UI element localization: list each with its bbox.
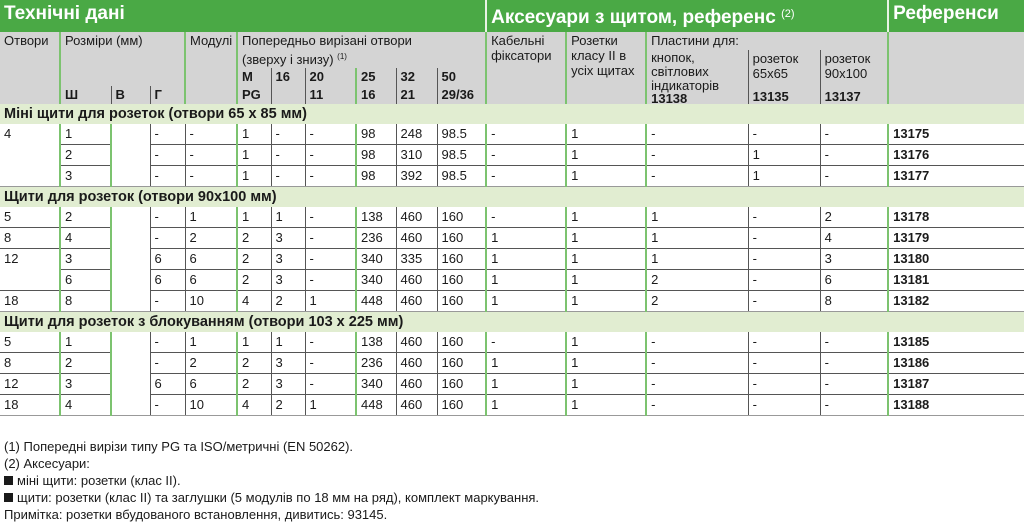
- cell-h: [111, 395, 150, 416]
- cell-w: 1: [60, 124, 111, 145]
- table-row: [0, 207, 1024, 228]
- cell-h: [111, 145, 150, 166]
- m-25: 25: [356, 68, 396, 86]
- cell-m32: 448: [356, 395, 396, 416]
- cell-m32: 98: [356, 166, 396, 187]
- table-row: [0, 291, 1024, 312]
- cell-pb: 2: [646, 270, 748, 291]
- section-title: Щити для розеток (отвори 90x100 мм): [0, 187, 1024, 208]
- m-50: 50: [437, 68, 486, 86]
- cell-p65: -: [748, 270, 820, 291]
- cell-p90: 8: [820, 291, 888, 312]
- precut-line2: (зверху і знизу) $^{(1)}$: [242, 52, 347, 67]
- section-header: [0, 312, 1024, 333]
- cell-m32: 138: [356, 207, 396, 228]
- table-row: [0, 270, 1024, 291]
- cell-m32: 98: [356, 145, 396, 166]
- cell-h: [111, 207, 150, 228]
- cell-m50a: 460: [396, 353, 437, 374]
- cell-p65: 1: [748, 145, 820, 166]
- cell-m16: 1: [237, 166, 271, 187]
- cell-m25: 1: [305, 291, 356, 312]
- table-body: [0, 104, 1024, 416]
- cell-m16: 2: [237, 353, 271, 374]
- cell-p90: -: [820, 332, 888, 353]
- cell-p90: -: [820, 374, 888, 395]
- col-sockets-class2: Розетки класу II в усіх щитах: [566, 32, 646, 104]
- cell-d: 6: [150, 270, 185, 291]
- cell-m25: -: [305, 374, 356, 395]
- cell-h: [111, 124, 150, 145]
- cell-h: [111, 374, 150, 395]
- cell-m20: 1: [271, 332, 305, 353]
- cell-d: -: [150, 332, 185, 353]
- cell-w: 1: [60, 332, 111, 353]
- cell-m32: 340: [356, 374, 396, 395]
- cell-m50b: 98.5: [437, 166, 486, 187]
- cell-m16: 1: [237, 124, 271, 145]
- cell-p90: 3: [820, 249, 888, 270]
- cell-m32: 236: [356, 228, 396, 249]
- cell-pb: -: [646, 374, 748, 395]
- cell-ref: 13187: [888, 374, 1024, 395]
- pg-16: [271, 86, 305, 104]
- cell-w: 2: [60, 145, 111, 166]
- col-depth: Г: [150, 86, 185, 104]
- pg-label: PG: [237, 86, 271, 104]
- cell-m25: -: [305, 166, 356, 187]
- cell-w: 4: [60, 395, 111, 416]
- cell-m20: 3: [271, 270, 305, 291]
- cell-m20: 2: [271, 291, 305, 312]
- cell-p90: -: [820, 353, 888, 374]
- cell-p65: -: [748, 228, 820, 249]
- table-row: [0, 395, 1024, 416]
- cell-m20: 3: [271, 249, 305, 270]
- pg-21: 21: [396, 86, 437, 104]
- cell-modules: -: [185, 166, 237, 187]
- header-row-1: [0, 32, 1024, 50]
- cell-m25: 1: [305, 395, 356, 416]
- cell-m25: -: [305, 228, 356, 249]
- cell-m16: 2: [237, 374, 271, 395]
- cell-m20: 3: [271, 353, 305, 374]
- col-plate-65: розеток 65x65 13135: [748, 50, 820, 104]
- cell-modules: 10: [185, 395, 237, 416]
- cell-d: -: [150, 145, 185, 166]
- cell-m50b: 98.5: [437, 145, 486, 166]
- cell-modules: 1: [185, 207, 237, 228]
- square-bullet-icon: [4, 476, 13, 485]
- cell-m32: 138: [356, 332, 396, 353]
- cell-m50a: 392: [396, 166, 437, 187]
- cell-p90: -: [820, 145, 888, 166]
- cell-sock: 1: [566, 124, 646, 145]
- cell-ref: 13180: [888, 249, 1024, 270]
- plate-90-ref: 13137: [824, 89, 861, 104]
- cell-ref: 13182: [888, 291, 1024, 312]
- cell-cable: 1: [486, 353, 566, 374]
- cell-h: [111, 270, 150, 291]
- cell-m50a: 460: [396, 395, 437, 416]
- footnote-bullet-1: міні щити: розетки (клас II).: [4, 472, 539, 489]
- footnote-bullet-2: щити: розетки (клас II) та заглушки (5 модулів по 18 мм на ряд), комплект маркування.: [4, 489, 539, 506]
- cell-ref: 13181: [888, 270, 1024, 291]
- cell-m20: 3: [271, 228, 305, 249]
- cell-pb: 1: [646, 207, 748, 228]
- cell-p90: 4: [820, 228, 888, 249]
- cell-p65: -: [748, 395, 820, 416]
- cell-m16: 2: [237, 249, 271, 270]
- cell-m16: 1: [237, 207, 271, 228]
- col-height: В: [111, 86, 150, 104]
- cell-m25: -: [305, 332, 356, 353]
- cell-sock: 1: [566, 228, 646, 249]
- cell-d: -: [150, 353, 185, 374]
- cell-p90: 6: [820, 270, 888, 291]
- cell-m16: 1: [237, 332, 271, 353]
- table-row: [0, 332, 1024, 353]
- cell-sock: 1: [566, 291, 646, 312]
- section-header: [0, 104, 1024, 124]
- square-bullet-icon: [4, 493, 13, 502]
- table-row: [0, 228, 1024, 249]
- cell-d: -: [150, 207, 185, 228]
- cell-openings: 12: [0, 249, 60, 270]
- cell-cable: 1: [486, 228, 566, 249]
- cell-w: 2: [60, 353, 111, 374]
- cell-m32: 448: [356, 291, 396, 312]
- cell-modules: 2: [185, 353, 237, 374]
- cell-m50a: 460: [396, 291, 437, 312]
- cell-m25: -: [305, 124, 356, 145]
- table-row: [0, 166, 1024, 187]
- cell-w: 3: [60, 249, 111, 270]
- cell-p65: 1: [748, 166, 820, 187]
- cell-ref: 13179: [888, 228, 1024, 249]
- cell-cable: 1: [486, 395, 566, 416]
- cell-w: 8: [60, 291, 111, 312]
- cell-cable: -: [486, 166, 566, 187]
- tech-data-title: Технічні дані: [0, 0, 486, 32]
- col-plate-buttons: кнопок, світлових індикаторів 13138: [646, 50, 748, 104]
- cell-openings: 8: [0, 353, 60, 374]
- table-row: [0, 374, 1024, 395]
- cell-pb: -: [646, 166, 748, 187]
- cell-ref: 13177: [888, 166, 1024, 187]
- plate-65-ref: 13135: [752, 89, 789, 104]
- cell-p90: 2: [820, 207, 888, 228]
- table-row: [0, 145, 1024, 166]
- cell-ref: 13185: [888, 332, 1024, 353]
- cell-sock: 1: [566, 207, 646, 228]
- col-dimensions: Розміри (мм): [60, 32, 185, 86]
- cell-openings: 18: [0, 291, 60, 312]
- cell-m20: -: [271, 124, 305, 145]
- pg-11: 11: [305, 86, 356, 104]
- m-label: M: [237, 68, 271, 86]
- cell-w: 4: [60, 228, 111, 249]
- cell-cable: 1: [486, 249, 566, 270]
- col-width: Ш: [60, 86, 111, 104]
- cell-m50a: 248: [396, 124, 437, 145]
- col-precut: [237, 32, 486, 68]
- footnote-note: Примітка: розетки вбудованого встановлення, дивитись: 93145.: [4, 507, 388, 522]
- cell-openings: 5: [0, 207, 60, 228]
- cell-h: [111, 228, 150, 249]
- cell-cable: -: [486, 332, 566, 353]
- cell-openings: [0, 145, 60, 166]
- cell-m20: 3: [271, 374, 305, 395]
- cell-sock: 1: [566, 166, 646, 187]
- cell-d: -: [150, 124, 185, 145]
- cell-modules: 10: [185, 291, 237, 312]
- pg-29-36: 29/36: [437, 86, 486, 104]
- col-plates-for: Пластини для:: [646, 32, 888, 50]
- cell-m16: 4: [237, 395, 271, 416]
- cell-m50b: 160: [437, 332, 486, 353]
- cell-ref: 13188: [888, 395, 1024, 416]
- cell-m25: -: [305, 207, 356, 228]
- cell-openings: 18: [0, 395, 60, 416]
- cell-m32: 340: [356, 249, 396, 270]
- cell-ref: 13178: [888, 207, 1024, 228]
- plate-buttons-ref: 13138: [651, 91, 688, 104]
- cell-m20: -: [271, 145, 305, 166]
- cell-p65: -: [748, 332, 820, 353]
- cell-m50b: 160: [437, 291, 486, 312]
- references-title: Референси: [888, 0, 1024, 32]
- cell-openings: [0, 166, 60, 187]
- table-row: [0, 353, 1024, 374]
- cell-cable: -: [486, 207, 566, 228]
- cell-pb: -: [646, 395, 748, 416]
- cell-cable: 1: [486, 374, 566, 395]
- cell-sock: 1: [566, 332, 646, 353]
- cell-h: [111, 291, 150, 312]
- cell-m16: 2: [237, 228, 271, 249]
- cell-m32: 340: [356, 270, 396, 291]
- cell-d: -: [150, 166, 185, 187]
- cell-sock: 1: [566, 395, 646, 416]
- col-cable-fixers: Кабельні фіксатори: [486, 32, 566, 104]
- table-row: [0, 249, 1024, 270]
- cell-modules: 6: [185, 249, 237, 270]
- cell-m32: 98: [356, 124, 396, 145]
- cell-p90: -: [820, 395, 888, 416]
- cell-sock: 1: [566, 249, 646, 270]
- cell-m16: 1: [237, 145, 271, 166]
- cell-m50b: 160: [437, 395, 486, 416]
- cell-sock: 1: [566, 353, 646, 374]
- cell-m50a: 335: [396, 249, 437, 270]
- cell-m50a: 460: [396, 374, 437, 395]
- cell-d: 6: [150, 374, 185, 395]
- col-plate-90: розеток 90x100 13137: [820, 50, 888, 104]
- cell-cable: -: [486, 124, 566, 145]
- cell-m50b: 160: [437, 249, 486, 270]
- cell-modules: 2: [185, 228, 237, 249]
- cell-m50a: 460: [396, 270, 437, 291]
- cell-cable: 1: [486, 291, 566, 312]
- cell-p65: -: [748, 291, 820, 312]
- cell-modules: 6: [185, 374, 237, 395]
- cell-pb: 2: [646, 291, 748, 312]
- cell-h: [111, 353, 150, 374]
- cell-pb: -: [646, 124, 748, 145]
- cell-modules: 6: [185, 270, 237, 291]
- cell-m25: -: [305, 353, 356, 374]
- cell-m25: -: [305, 249, 356, 270]
- title-row: [0, 0, 1024, 32]
- cell-sock: 1: [566, 145, 646, 166]
- cell-pb: -: [646, 332, 748, 353]
- cell-m20: 1: [271, 207, 305, 228]
- cell-d: -: [150, 395, 185, 416]
- cell-d: -: [150, 291, 185, 312]
- cell-ref: 13186: [888, 353, 1024, 374]
- cell-pb: -: [646, 145, 748, 166]
- footnote-2: (2) Аксесуари:: [4, 456, 90, 471]
- cell-m50a: 310: [396, 145, 437, 166]
- cell-m50b: 160: [437, 374, 486, 395]
- accessories-title: Аксесуари з щитом, референс $^{(2)}$: [486, 0, 888, 32]
- cell-m20: -: [271, 166, 305, 187]
- cell-m50b: 160: [437, 270, 486, 291]
- cell-w: 6: [60, 270, 111, 291]
- cell-m32: 236: [356, 353, 396, 374]
- m-16: 16: [271, 68, 305, 86]
- cell-modules: -: [185, 124, 237, 145]
- col-modules: Модулі: [185, 32, 237, 104]
- cell-pb: -: [646, 353, 748, 374]
- cell-h: [111, 166, 150, 187]
- cell-ref: 13176: [888, 145, 1024, 166]
- cell-d: 6: [150, 249, 185, 270]
- cell-m50b: 160: [437, 353, 486, 374]
- cell-openings: 4: [0, 124, 60, 145]
- cell-m50a: 460: [396, 228, 437, 249]
- cell-p65: -: [748, 374, 820, 395]
- cell-modules: 1: [185, 332, 237, 353]
- cell-p90: -: [820, 166, 888, 187]
- col-references: [888, 32, 1024, 104]
- cell-m25: -: [305, 270, 356, 291]
- cell-p65: -: [748, 353, 820, 374]
- col-openings: Отвори: [0, 32, 60, 104]
- cell-m50b: 98.5: [437, 124, 486, 145]
- cell-w: 3: [60, 374, 111, 395]
- cell-m50a: 460: [396, 332, 437, 353]
- footnote-1: (1) Попередні вирізи типу PG та ISO/метричні (EN 50262).: [4, 439, 354, 454]
- cell-pb: 1: [646, 249, 748, 270]
- cell-w: 3: [60, 166, 111, 187]
- precut-line1: Попередньо вирізані отвори: [242, 33, 412, 48]
- cell-m16: 4: [237, 291, 271, 312]
- pg-16b: 16: [356, 86, 396, 104]
- cell-sock: 1: [566, 374, 646, 395]
- cell-cable: 1: [486, 270, 566, 291]
- cell-sock: 1: [566, 270, 646, 291]
- cell-p65: -: [748, 124, 820, 145]
- cell-m16: 2: [237, 270, 271, 291]
- cell-ref: 13175: [888, 124, 1024, 145]
- section-header: [0, 187, 1024, 208]
- cell-openings: 12: [0, 374, 60, 395]
- cell-p65: -: [748, 249, 820, 270]
- cell-m50a: 460: [396, 207, 437, 228]
- cell-h: [111, 249, 150, 270]
- footnotes: [4, 438, 539, 523]
- section-title: Щити для розеток з блокуванням (отвори 103 x 225 мм): [0, 312, 1024, 333]
- cell-m50b: 160: [437, 228, 486, 249]
- cell-p65: -: [748, 207, 820, 228]
- cell-m20: 2: [271, 395, 305, 416]
- section-title: Міні щити для розеток (отвори 65 x 85 мм): [0, 104, 1024, 124]
- cell-modules: -: [185, 145, 237, 166]
- cell-openings: [0, 270, 60, 291]
- m-20: 20: [305, 68, 356, 86]
- cell-m25: -: [305, 145, 356, 166]
- cell-m50b: 160: [437, 207, 486, 228]
- cell-cable: -: [486, 145, 566, 166]
- cell-openings: 8: [0, 228, 60, 249]
- cell-d: -: [150, 228, 185, 249]
- cell-h: [111, 332, 150, 353]
- m-32: 32: [396, 68, 437, 86]
- table-row: [0, 124, 1024, 145]
- cell-pb: 1: [646, 228, 748, 249]
- cell-p90: -: [820, 124, 888, 145]
- cell-w: 2: [60, 207, 111, 228]
- cell-openings: 5: [0, 332, 60, 353]
